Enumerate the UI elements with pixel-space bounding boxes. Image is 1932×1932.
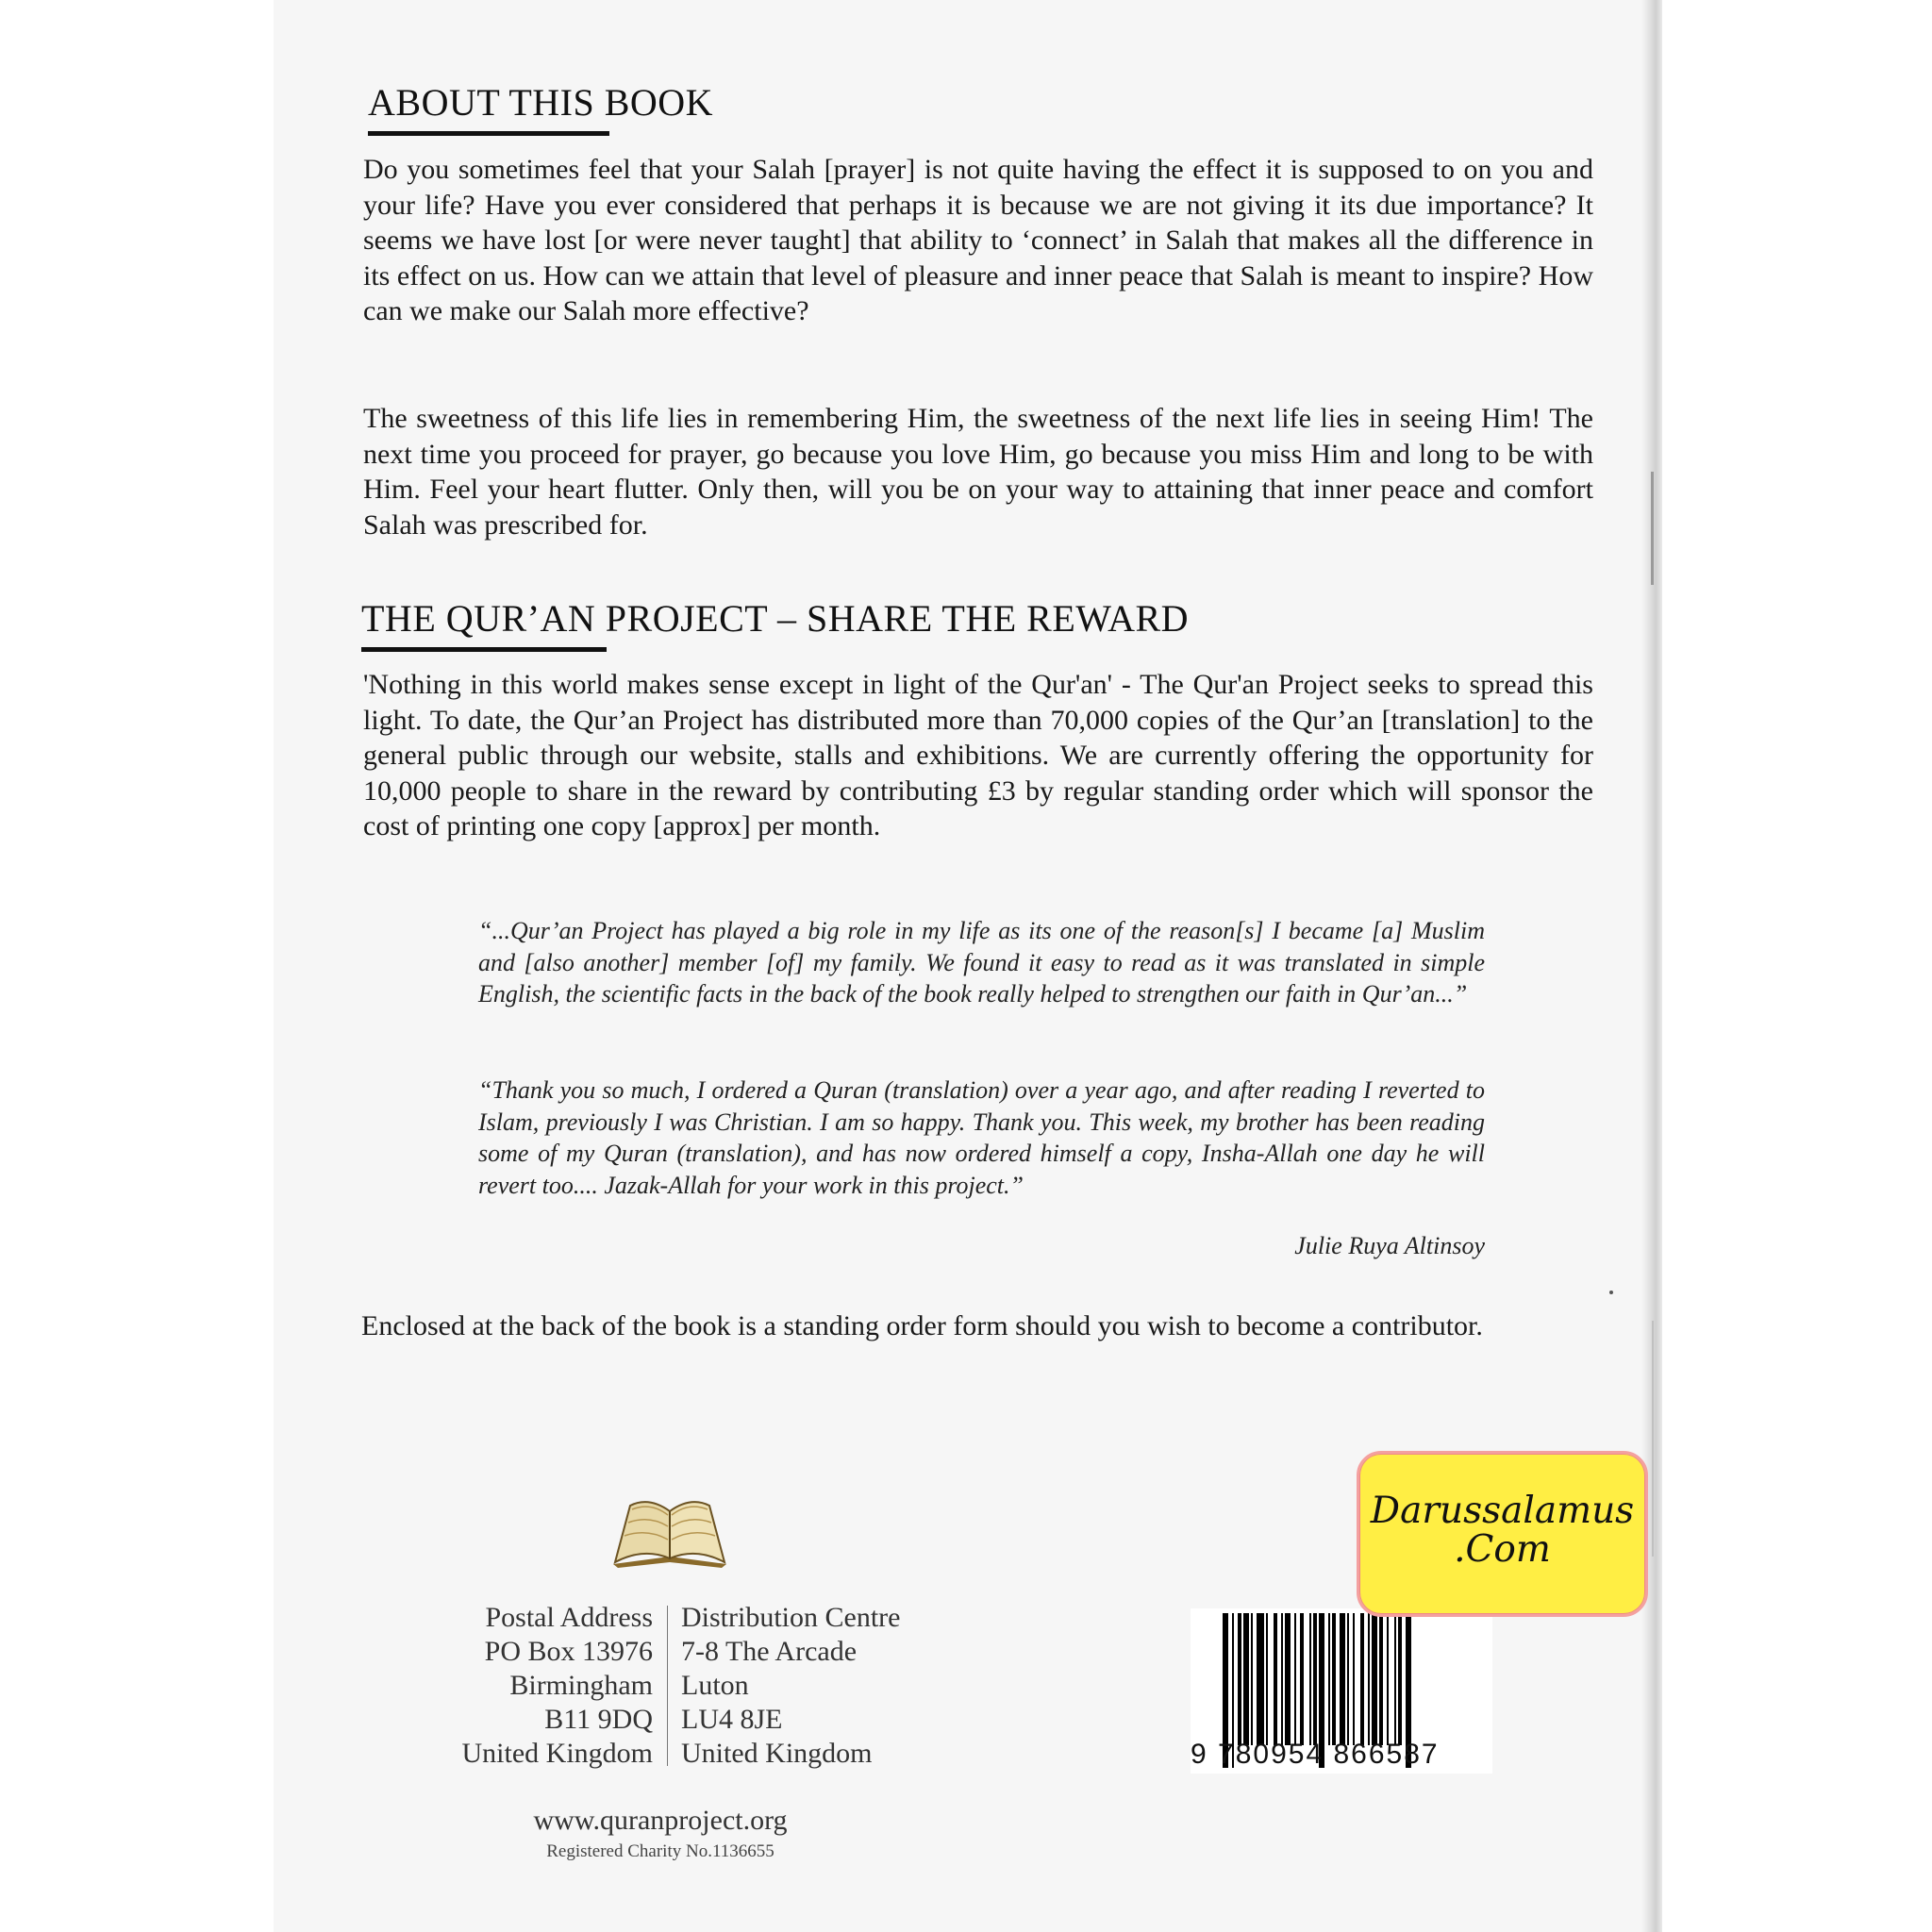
barcode-bar [1274, 1613, 1277, 1745]
enclosed-note: Enclosed at the back of the book is a standing order form should you wish to become a contributor. [361, 1310, 1483, 1341]
barcode-bar [1372, 1613, 1377, 1745]
barcode-bar [1266, 1613, 1268, 1745]
testimonial-quote-2: “Thank you so much, I ordered a Quran (translation) over a year ago, and after reading I reverted to Islam, previously I was Christian. I am so happy. Thank you. This week, my brother has been reading some of my Quran (translation), and has now ordered himself a copy, Insha-Allah one day he will revert too.... Jazak-Allah for your work in this project.” [478, 1076, 1485, 1199]
address-divider [667, 1606, 668, 1766]
barcode-bar [1347, 1613, 1349, 1745]
about-heading: ABOUT THIS BOOK [368, 81, 714, 124]
postal-address-line: B11 9DQ [544, 1704, 653, 1735]
spine-edge-lower [1652, 1321, 1654, 1557]
project-paragraph: 'Nothing in this world makes sense except in light of the Qur'an' - The Qur'an Project seeks to spread this light. To date, the Qur’an Project has distributed more than 70,000 copies of the Qur’an [translation] to the general public through our website, stalls and exhibitions. We are currently offering the opportunity for 10,000 people to share in the reward by contributing £3 by regular standing order which will sponsor the cost of printing one copy [approx] per month. [363, 669, 1593, 841]
postal-address-line: Birmingham [509, 1670, 653, 1701]
distribution-address-line: LU4 8JE [681, 1704, 783, 1735]
distribution-address [681, 1601, 1021, 1771]
open-book-icon [604, 1481, 736, 1575]
barcode-bar [1394, 1613, 1396, 1745]
postal-address-title: Postal Address [485, 1602, 653, 1633]
project-heading: THE QUR’AN PROJECT – SHARE THE REWARD [361, 597, 1190, 640]
stamp-line-1: Darussalamus [1370, 1490, 1635, 1532]
speck [1609, 1291, 1613, 1294]
barcode-bar [1360, 1613, 1364, 1745]
barcode-bar [1309, 1613, 1311, 1745]
project-heading-rule [361, 647, 607, 652]
barcode-bar [1332, 1613, 1336, 1745]
barcode-bar [1398, 1613, 1402, 1745]
testimonial-attribution: Julie Ruya Altinsoy [1294, 1232, 1485, 1259]
barcode-bar [1368, 1613, 1370, 1745]
spine-edge [1651, 472, 1654, 585]
barcode-bar [1353, 1613, 1355, 1745]
barcode-number: 9 780954 866587 [1191, 1739, 1440, 1770]
stamp-line-2: .Com [1454, 1528, 1551, 1571]
barcode-bar [1281, 1613, 1283, 1745]
barcode-bar [1300, 1613, 1304, 1745]
seller-stamp [1357, 1451, 1648, 1617]
postal-address-line: United Kingdom [461, 1738, 653, 1769]
testimonial-quote-1: “...Qur’an Project has played a big role in my life as its one of the reason[s] I became [a] Muslim and [also another] member [of] my family. We found it easy to read as it was translated in simple English, the scientific facts in the back of the book really helped to strengthen our faith in Qur’an...” [478, 917, 1485, 1008]
distribution-address-title: Distribution Centre [681, 1602, 901, 1633]
website-url: www.quranproject.org [533, 1805, 788, 1836]
about-paragraph-1: Do you sometimes feel that your Salah [prayer] is not quite having the effect it is supposed to on you and your life? Have you ever considered that perhaps it is because we are not giving it its due importance? It seems we have lost [or were never taught] that ability to ‘connect’ in Salah that makes all the difference in its effect on us. How can we attain that level of pleasure and inner peace that Salah is meant to inspire? How can we make our Salah more effective? [363, 154, 1593, 326]
barcode-bar [1313, 1613, 1317, 1745]
barcode-bar [1251, 1613, 1253, 1745]
postal-address [377, 1601, 653, 1771]
barcode-bar [1294, 1613, 1296, 1745]
barcode-bar [1340, 1613, 1345, 1745]
barcode-bar [1238, 1613, 1241, 1745]
about-heading-rule [368, 131, 609, 136]
distribution-address-line: United Kingdom [681, 1738, 873, 1769]
distribution-address-line: Luton [681, 1670, 749, 1701]
charity-number: Registered Charity No.1136655 [546, 1841, 774, 1861]
barcode-bar [1379, 1613, 1383, 1745]
barcode-bar [1328, 1613, 1330, 1745]
barcode-bar [1387, 1613, 1389, 1745]
distribution-address-line: 7-8 The Arcade [681, 1636, 858, 1667]
about-paragraph-2: The sweetness of this life lies in remembering Him, the sweetness of the next life lies in seeing Him! The next time you proceed for prayer, go because you love Him, go because you miss Him and long to be with Him. Feel your heart flutter. Only then, will you be on your way to attaining that inner peace and comfort Salah was prescribed for. [363, 403, 1593, 541]
barcode-bar [1243, 1613, 1249, 1745]
barcode-bar [1257, 1613, 1264, 1745]
spine-shadow [1641, 0, 1662, 1932]
barcode-bar [1285, 1613, 1291, 1745]
postal-address-line: PO Box 13976 [484, 1636, 653, 1667]
